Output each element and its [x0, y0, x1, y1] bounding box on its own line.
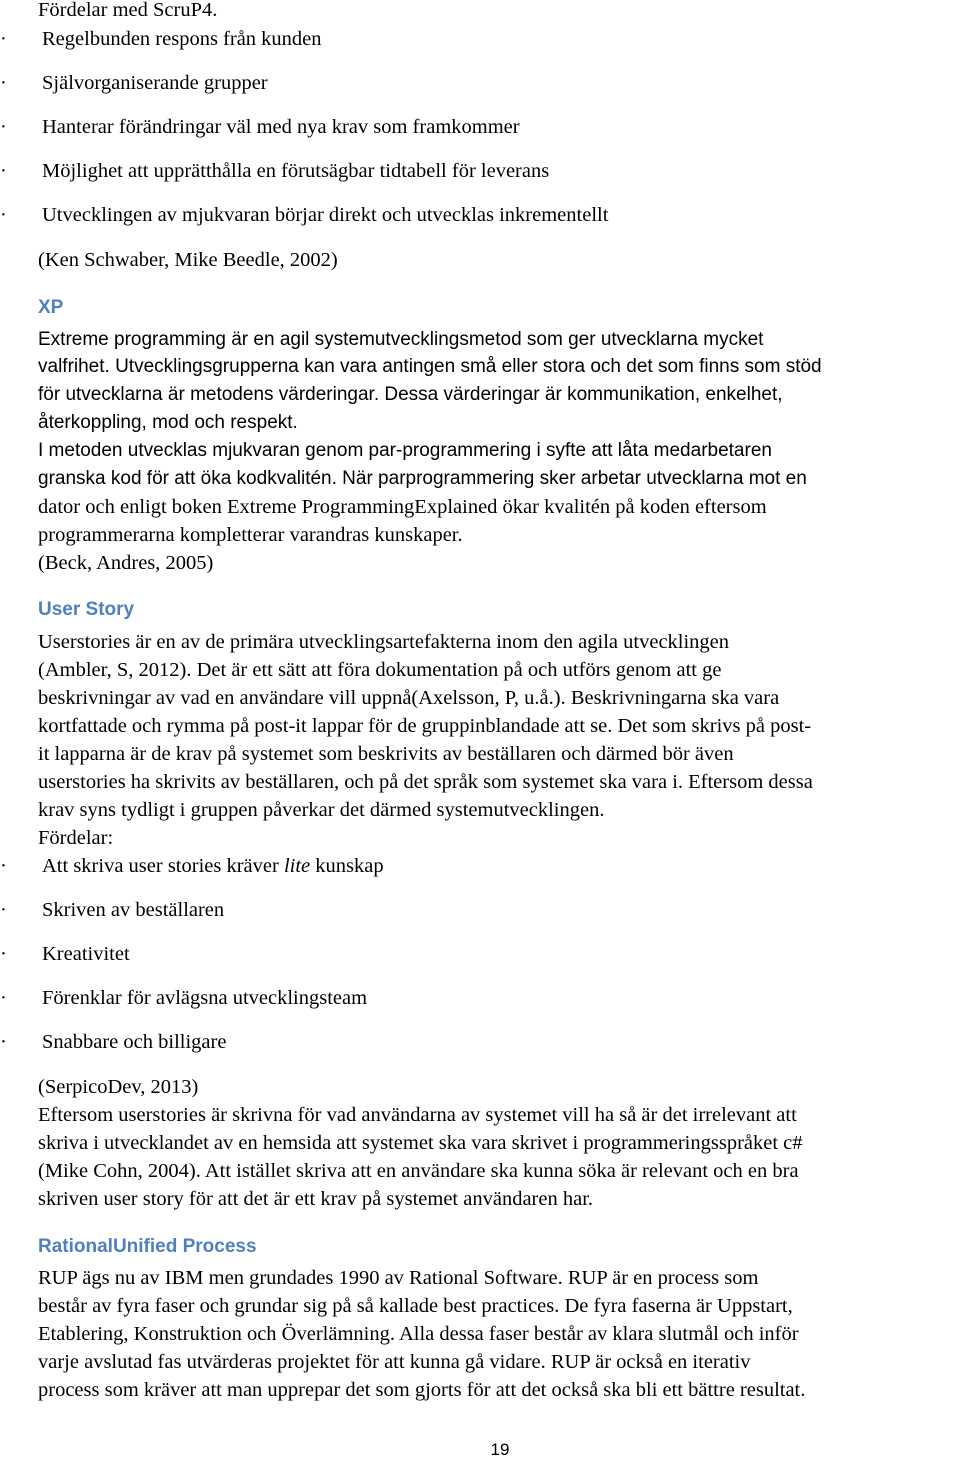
- paragraph-line: kortfattade och rymma på post-it lappar för de gruppinblandade att se. Det som skrivs på post-: [38, 715, 812, 737]
- paragraph-line: skriven user story för att det är ett krav på systemet användaren har.: [38, 1188, 594, 1210]
- bullet-icon: ·: [0, 943, 7, 965]
- paragraph-line: återkoppling, mod och respekt.: [38, 412, 298, 433]
- paragraph-line: skriva i utvecklandet av en hemsida att systemet ska vara skrivet i programmeringsspråket c#: [38, 1132, 803, 1154]
- list-item-text: Kreativitet: [42, 943, 130, 965]
- list-item-text: Snabbare och billigare: [42, 1031, 227, 1053]
- list-item-text: Självorganiserande grupper: [42, 72, 268, 94]
- paragraph-line: Userstories är en av de primära utvecklingsartefakterna inom den agila utvecklingen: [38, 631, 730, 653]
- section-heading-xp: XP: [38, 297, 64, 318]
- section-heading-user-story: User Story: [38, 599, 135, 620]
- list-item-text-part: Att skriva user stories kräver: [42, 855, 284, 877]
- bullet-icon: ·: [0, 28, 7, 50]
- list-item-text: Möjlighet att upprätthålla en förutsägbar tidtabell för leverans: [42, 160, 550, 182]
- bullet-icon: ·: [0, 1031, 7, 1053]
- bullet-icon: ·: [0, 160, 7, 182]
- paragraph-line: för utvecklarna är metodens värderingar. Dessa värderingar är kommunikation, enkelhet,: [38, 384, 783, 405]
- bullet-icon: ·: [0, 116, 7, 138]
- list-item-text: Förenklar för avlägsna utvecklingsteam: [42, 987, 368, 1009]
- paragraph-line: (Ambler, S, 2012). Det är ett sätt att föra dokumentation på och utförs genom att ge: [38, 659, 722, 681]
- page-number: 19: [490, 1440, 510, 1459]
- list-item-text: [42, 854, 384, 878]
- paragraph-line: programmerarna kompletterar varandras kunskaper.: [38, 524, 463, 546]
- paragraph-line: granska kod för att öka kodkvalitén. När parprogrammering sker arbetar utvecklarna mot en: [38, 468, 807, 489]
- bullet-icon: ·: [0, 72, 7, 94]
- paragraph-line: består av fyra faser och grundar sig på så kallade best practices. De fyra faserna är Uppstart,: [38, 1295, 793, 1317]
- list-item-text: Utvecklingen av mjukvaran börjar direkt och utvecklas inkrementellt: [42, 204, 609, 226]
- paragraph-line: Etablering, Konstruktion och Överlämning. Alla dessa faser består av klara slutmål och inför: [38, 1323, 799, 1345]
- citation: (Beck, Andres, 2005): [38, 552, 214, 574]
- paragraph-line: krav syns tydligt i gruppen påverkar det därmed systemutvecklingen.: [38, 799, 605, 821]
- paragraph-line: dator och enligt boken Extreme ProgrammingExplained ökar kvalitén på koden eftersom: [38, 496, 767, 518]
- section-heading-rup: RationalUnified Process: [38, 1236, 257, 1257]
- paragraph-line: beskrivningar av vad en användare vill uppnå(Axelsson, P, u.å.). Beskrivningarna ska vara: [38, 687, 780, 709]
- intro-line: Fördelar med ScruP4.: [38, 0, 218, 21]
- advantages-label: Fördelar:: [38, 827, 114, 849]
- citation: (Ken Schwaber, Mike Beedle, 2002): [38, 249, 338, 271]
- paragraph-line: valfrihet. Utvecklingsgrupperna kan vara antingen små eller stora och det som finns som stöd: [38, 356, 822, 377]
- paragraph-line: Extreme programming är en agil systemutvecklingsmetod som ger utvecklarna mycket: [38, 329, 764, 350]
- paragraph-line: RUP ägs nu av IBM men grundades 1990 av Rational Software. RUP är en process som: [38, 1267, 759, 1289]
- paragraph-line: varje avslutad fas utvärderas projektet för att kunna gå vidare. RUP är också en iterativ: [38, 1351, 751, 1373]
- paragraph-line: process som kräver att man upprepar det som gjorts för att det också ska bli ett bättre resultat.: [38, 1379, 806, 1401]
- list-item-emphasis: lite: [283, 855, 311, 877]
- paragraph-line: it lapparna är de krav på systemet som beskrivits av beställaren och därmed bör även: [38, 743, 734, 765]
- bullet-icon: ·: [0, 204, 7, 226]
- list-item-text: Skriven av beställaren: [42, 899, 225, 921]
- list-item-text: Hanterar förändringar väl med nya krav som framkommer: [42, 116, 520, 138]
- paragraph-line: Eftersom userstories är skrivna för vad användarna av systemet vill ha så är det irrelevant att: [38, 1104, 797, 1126]
- paragraph-line: (Mike Cohn, 2004). Att istället skriva att en användare ska kunna söka är relevant och en bra: [38, 1160, 799, 1182]
- paragraph-line: I metoden utvecklas mjukvaran genom par-programmering i syfte att låta medarbetaren: [38, 440, 772, 461]
- bullet-icon: ·: [0, 987, 7, 1009]
- list-item-text-part: kunskap: [310, 855, 384, 877]
- list-item-text: Regelbunden respons från kunden: [42, 28, 322, 50]
- citation: (SerpicoDev, 2013): [38, 1076, 199, 1098]
- bullet-icon: ·: [0, 899, 7, 921]
- paragraph-line: userstories ha skrivits av beställaren, och på det språk som systemet ska vara i. Eftersom dessa: [38, 771, 813, 793]
- bullet-icon: ·: [0, 855, 7, 877]
